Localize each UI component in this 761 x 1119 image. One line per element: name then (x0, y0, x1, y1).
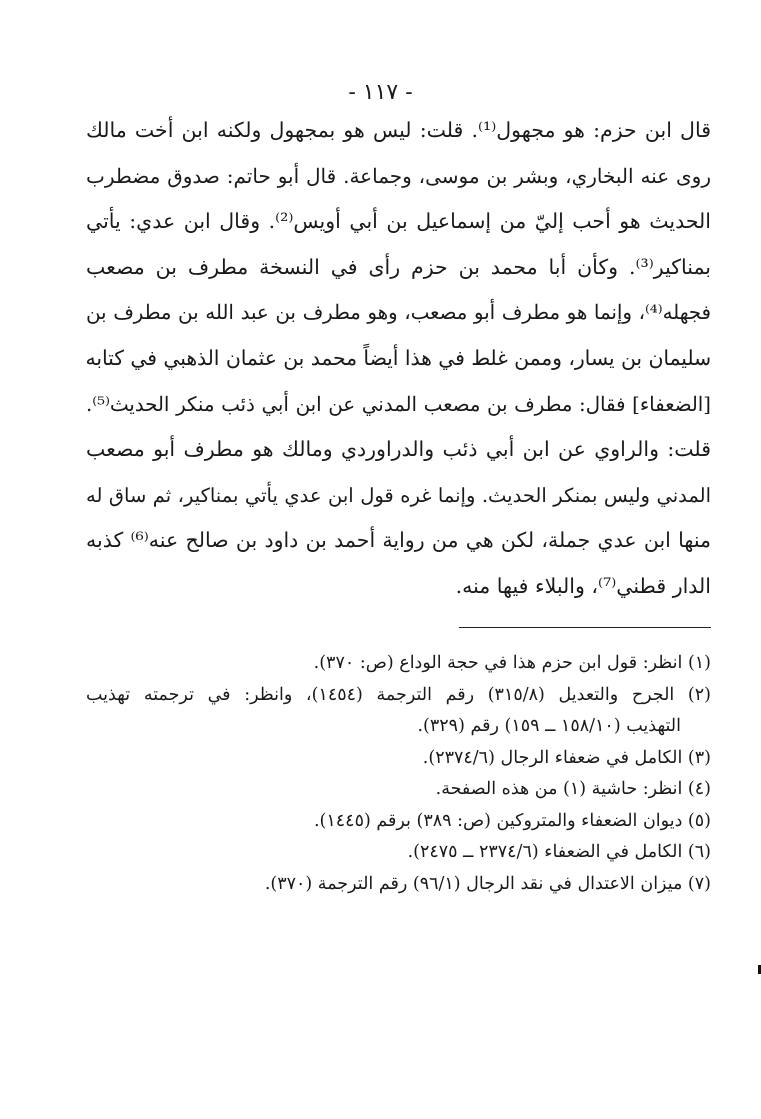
footnote-continuation: التهذيب (١٥٨/١٠ ــ ١٥٩) رقم (٣٢٩). (417, 716, 681, 736)
footnote-item: (٣) الكامل في ضعفاء الرجال (٢٣٧٤/٦). (422, 747, 711, 768)
text-line: الحديث هو أحب إليّ من إسماعيل بن أبي أويس⁽²⁾. وقال ابن عدي: يأتي (86, 209, 711, 234)
text-line: سليمان بن يسار، وممن غلط في هذا أيضاً محمد بن عثمان الذهبي في كتابه (85, 345, 711, 370)
footnote-item: (٦) الكامل في الضعفاء (٢٣٧٤/٦ ــ ٢٤٧٥). (407, 842, 711, 862)
text-line: قال ابن حزم: هو مجهول⁽¹⁾. قلت: ليس هو بمجهول ولكنه ابن أخت مالك (86, 118, 711, 142)
text-line: الدار قطني⁽⁷⁾، والبلاء فيها منه. (455, 573, 711, 598)
page-number: - ١١٧ - (348, 80, 413, 105)
text-line: روى عنه البخاري، وبشر بن موسى، وجماعة. قال أبو حاتم: صدوق مضطرب (86, 163, 711, 188)
text-line: [الضعفاء] فقال: مطرف بن مصعب المدني عن ابن أبي ذئب منكر الحديث⁽⁵⁾. (86, 392, 711, 416)
footnote-item: (١) انظر: قول ابن حزم هذا في حجة الوداع (ص: ٣٧٠). (313, 653, 711, 673)
text-line: بمناكير⁽³⁾. وكأن أبا محمد بن حزم رأى في النسخة مطرف بن مصعب (86, 254, 711, 279)
text-line: فجهله⁽⁴⁾، وإنما هو مطرف أبو مصعب، وهو مطرف بن عبد الله بن مطرف بن (86, 301, 711, 325)
footnote-separator (459, 627, 711, 628)
footnote-item: (٤) انظر: حاشية (١) من هذه الصفحة. (435, 779, 711, 799)
footnote-item: (٢) الجرح والتعديل (٣١٥/٨) رقم الترجمة (١٤٥٤)، وانظر: في ترجمته تهذيب (86, 684, 711, 705)
footnote-item: (٧) ميزان الاعتدال في نقد الرجال (٩٦/١) رقم الترجمة (٣٧٠). (264, 873, 711, 894)
main-text (86, 108, 711, 610)
text-line: المدني وليس بمنكر الحديث. وإنما غره قول ابن عدي يأتي بمناكير، ثم ساق له (86, 483, 711, 507)
footnote-item: (٥) ديوان الضعفاء والمتروكين (ص: ٣٨٩) برقم (١٤٤٥). (313, 810, 711, 831)
text-line: قلت: والراوي عن ابن أبي ذئب والدراوردي ومالك هو مطرف أبو مصعب (86, 437, 711, 462)
text-line: منها ابن عدي جملة، لكن هي من رواية أحمد بن داود بن صالح عنه⁽⁶⁾ كذبه (86, 528, 711, 553)
footnotes-list (86, 648, 711, 900)
